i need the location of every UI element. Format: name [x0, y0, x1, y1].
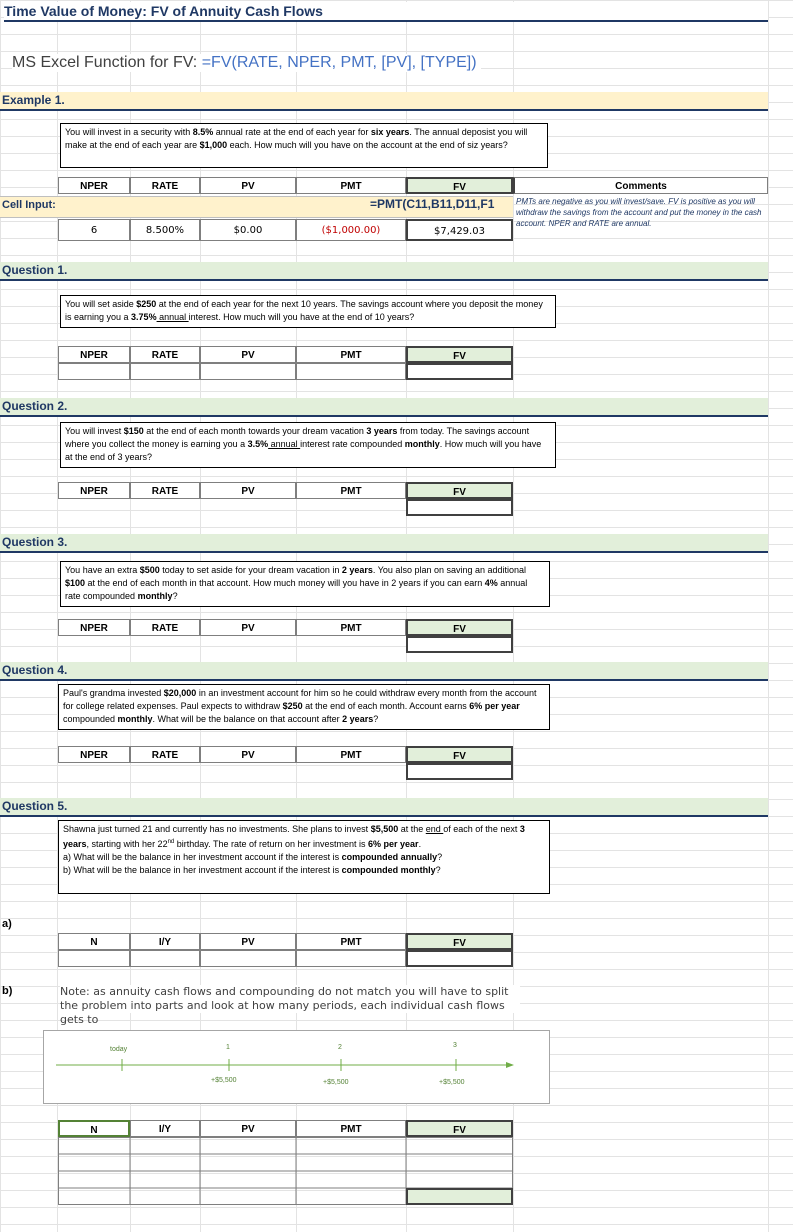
q5a-header-iy: I/Y — [130, 933, 200, 950]
example-comments: PMTs are negative as you will invest/save. FV is positive as you will withdraw the savings from the account and put the money in the cash account. NPER and RATE are annual. — [516, 197, 762, 228]
q3-header-nper: NPER — [58, 619, 130, 636]
example-nper-value[interactable]: 6 — [58, 219, 130, 241]
question-4-problem-box: Paul's grandma invested $20,000 in an investment account for him so he could withdraw every month from the account for college related expenses. Paul expects to withdraw $250 at the end of each month. Account earns 6% per year compounded monthly. What will be the balance on that account after 2 years? — [58, 684, 550, 730]
q3-header-pmt: PMT — [296, 619, 406, 636]
q5b-header-pv: PV — [200, 1120, 296, 1137]
example-header-rate: RATE — [130, 177, 200, 194]
q1-header-nper: NPER — [58, 346, 130, 363]
example-rate-value[interactable]: 8.500% — [130, 219, 200, 241]
q3-header-rate: RATE — [130, 619, 200, 636]
q1-pv-input[interactable] — [200, 363, 296, 380]
timeline-period-2: 2 — [338, 1044, 342, 1051]
q1-header-rate: RATE — [130, 346, 200, 363]
question-2-problem-box: You will invest $150 at the end of each month towards your dream vacation 3 years from today. The savings account where you collect the money is earning you a 3.5% annual interest rate compounded monthly. How much will you have at the end of 3 years? — [60, 422, 556, 468]
timeline-cf-1: +$5,500 — [211, 1077, 237, 1084]
example-pmt-value[interactable]: ($1,000.00) — [296, 219, 406, 241]
question-1-heading: Question 1. — [0, 262, 768, 281]
timeline-period-3: 3 — [453, 1042, 457, 1049]
timeline-graphic — [44, 1031, 549, 1103]
q5a-header-fv: FV — [406, 933, 513, 950]
q5a-header-n: N — [58, 933, 130, 950]
q3-header-pv: PV — [200, 619, 296, 636]
q4-header-rate: RATE — [130, 746, 200, 763]
q4-header-pmt: PMT — [296, 746, 406, 763]
sheet-title: Time Value of Money: FV of Annuity Cash Flows — [4, 2, 768, 22]
q1-header-pv: PV — [200, 346, 296, 363]
q5a-iy-input[interactable] — [130, 950, 200, 967]
example-header-comments: Comments — [513, 177, 768, 194]
q5b-header-n[interactable]: N — [58, 1120, 130, 1137]
q3-header-fv: FV — [406, 619, 513, 636]
q1-header-fv: FV — [406, 346, 513, 363]
example-fv-value[interactable]: $7,429.03 — [406, 219, 513, 241]
q2-fv-input[interactable] — [406, 499, 513, 516]
q5-note: Note: as annuity cash flows and compounding do not match you will have to split the problem into parts and look at how many periods, each individual cash flows gets to — [60, 985, 520, 1013]
q5b-input-grid — [58, 1137, 513, 1205]
excel-function-formula: =FV(RATE, NPER, PMT, [PV], [TYPE]) — [201, 54, 477, 71]
part-a-label: a) — [2, 918, 12, 930]
timeline-cf-2: +$5,500 — [323, 1079, 349, 1086]
example-header-fv: FV — [406, 177, 513, 194]
q5a-pv-input[interactable] — [200, 950, 296, 967]
part-b-label: b) — [2, 985, 13, 997]
q1-pmt-input[interactable] — [296, 363, 406, 380]
question-1-problem-box: You will set aside $250 at the end of each year for the next 10 years. The savings account where you deposit the money is earning you a 3.75% annual interest. How much will you have at the end of 10 years? — [60, 295, 556, 328]
question-5-heading: Question 5. — [0, 798, 768, 817]
question-4-heading: Question 4. — [0, 662, 768, 681]
example-heading: Example 1. — [0, 92, 768, 111]
question-3-heading: Question 3. — [0, 534, 768, 553]
question-5-problem-box: Shawna just turned 21 and currently has no investments. She plans to invest $5,500 at the end of each of the next 3 years, starting with her 22nd birthday. The rate of return on her investment is 6% per year. a) What will be the balance in her investment account if the interest is compounded annually? b) What will be the balance in her investment account if the interest is compounded monthly? — [58, 820, 550, 894]
q4-header-nper: NPER — [58, 746, 130, 763]
q5b-header-pmt: PMT — [296, 1120, 406, 1137]
timeline-today-label: today — [110, 1046, 128, 1053]
q1-fv-input[interactable] — [406, 363, 513, 380]
question-3-problem-box: You have an extra $500 today to set aside for your dream vacation in 2 years. You also plan on saving an additional $100 at the end of each month in that account. How much money will you have in 2 years if you can earn 4% annual rate compounded monthly? — [60, 561, 550, 607]
q1-header-pmt: PMT — [296, 346, 406, 363]
timeline-arrow-icon — [506, 1062, 514, 1068]
q5b-header-iy: I/Y — [130, 1120, 200, 1137]
q5a-header-pmt: PMT — [296, 933, 406, 950]
q2-header-rate: RATE — [130, 482, 200, 499]
q5b-total-fv-cell — [407, 1189, 512, 1204]
q5a-n-input[interactable] — [58, 950, 130, 967]
q2-header-pv: PV — [200, 482, 296, 499]
q2-header-nper: NPER — [58, 482, 130, 499]
q5a-fv-input[interactable] — [406, 950, 513, 967]
timeline-period-1: 1 — [226, 1044, 230, 1051]
q5b-header-fv: FV — [406, 1120, 513, 1137]
cell-input-label: Cell Input: — [2, 199, 56, 211]
example-pv-value[interactable]: $0.00 — [200, 219, 296, 241]
q4-header-pv: PV — [200, 746, 296, 763]
excel-function-line — [12, 54, 481, 72]
example-header-pv: PV — [200, 177, 296, 194]
example-fv-formula[interactable]: =PMT(C11,B11,D11,F1 — [370, 197, 495, 211]
q2-header-fv: FV — [406, 482, 513, 499]
q2-header-pmt: PMT — [296, 482, 406, 499]
cash-flow-timeline — [43, 1030, 550, 1104]
q1-rate-input[interactable] — [130, 363, 200, 380]
q3-fv-input[interactable] — [406, 636, 513, 653]
q4-fv-input[interactable] — [406, 763, 513, 780]
q5a-pmt-input[interactable] — [296, 950, 406, 967]
q4-header-fv: FV — [406, 746, 513, 763]
example-header-nper: NPER — [58, 177, 130, 194]
question-2-heading: Question 2. — [0, 398, 768, 417]
q5a-header-pv: PV — [200, 933, 296, 950]
timeline-cf-3: +$5,500 — [439, 1079, 465, 1086]
example-header-pmt: PMT — [296, 177, 406, 194]
excel-function-label: MS Excel Function for FV: — [12, 54, 198, 71]
example-problem-box: You will invest in a security with 8.5% annual rate at the end of each year for six years. The annual deposist you will make at the end of each year are $1,000 each. How much will you have on the account at the end of siz years? — [60, 123, 548, 168]
q1-nper-input[interactable] — [58, 363, 130, 380]
